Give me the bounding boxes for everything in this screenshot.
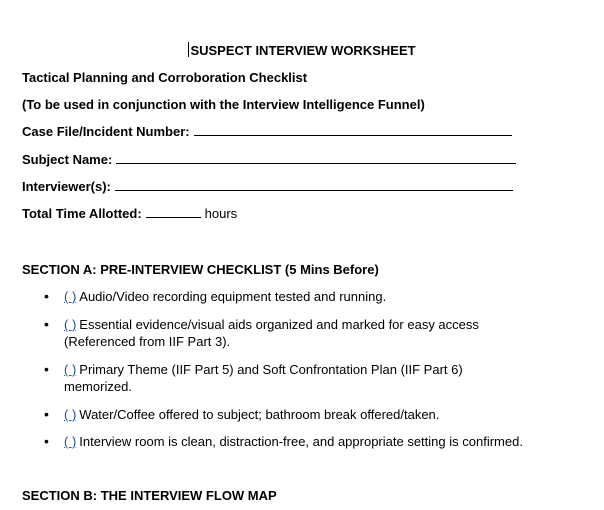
subject-name-field[interactable] (116, 152, 516, 164)
checklist-item (64, 406, 584, 423)
checklist-item-text: Essential evidence/visual aids organized and marked for easy access (Referenced from IIF Part 3). (64, 317, 479, 349)
checklist-item-text: Primary Theme (IIF Part 5) and Soft Confrontation Plan (IIF Part 6) memorized. (64, 362, 463, 394)
total-time-field[interactable] (146, 206, 201, 218)
checkbox[interactable]: ( ) (64, 434, 77, 449)
checkbox[interactable]: ( ) (64, 407, 77, 422)
case-file-field[interactable] (194, 124, 512, 136)
bullet-icon: • (44, 406, 49, 422)
bullet-icon: • (44, 361, 49, 377)
checklist-item-text: Water/Coffee offered to subject; bathroom break offered/taken. (79, 407, 440, 422)
checkbox[interactable]: ( ) (64, 362, 77, 377)
document-subtitle: Tactical Planning and Corroboration Checklist (22, 70, 308, 85)
total-time-row (22, 206, 237, 222)
checklist-item (64, 288, 584, 305)
section-b-heading: SECTION B: THE INTERVIEW FLOW MAP (22, 488, 277, 503)
interviewers-field[interactable] (115, 179, 513, 191)
case-file-row (22, 124, 512, 140)
checklist-item (64, 316, 534, 350)
case-file-label: Case File/Incident Number: (22, 124, 190, 139)
bullet-icon: • (44, 316, 49, 332)
checklist-item (64, 361, 519, 395)
interviewers-row (22, 179, 513, 195)
interviewers-label: Interviewer(s): (22, 179, 111, 194)
section-a-heading: SECTION A: PRE-INTERVIEW CHECKLIST (5 Mins Before) (22, 262, 379, 277)
subject-name-row (22, 152, 516, 168)
total-time-unit: hours (204, 206, 238, 221)
checklist-item (64, 433, 599, 450)
document-title (0, 42, 604, 59)
bullet-icon: • (44, 288, 49, 304)
checkbox[interactable]: ( ) (64, 317, 77, 332)
usage-note: (To be used in conjunction with the Interview Intelligence Funnel) (22, 97, 425, 112)
total-time-label: Total Time Allotted: (22, 206, 142, 221)
checkbox[interactable]: ( ) (64, 289, 77, 304)
subject-name-label: Subject Name: (22, 152, 113, 167)
document-title-text: SUSPECT INTERVIEW WORKSHEET (190, 43, 416, 58)
checklist-item-text: Interview room is clean, distraction-free, and appropriate setting is confirmed. (79, 434, 523, 449)
bullet-icon: • (44, 433, 49, 449)
checklist-item-text: Audio/Video recording equipment tested and running. (79, 289, 387, 304)
